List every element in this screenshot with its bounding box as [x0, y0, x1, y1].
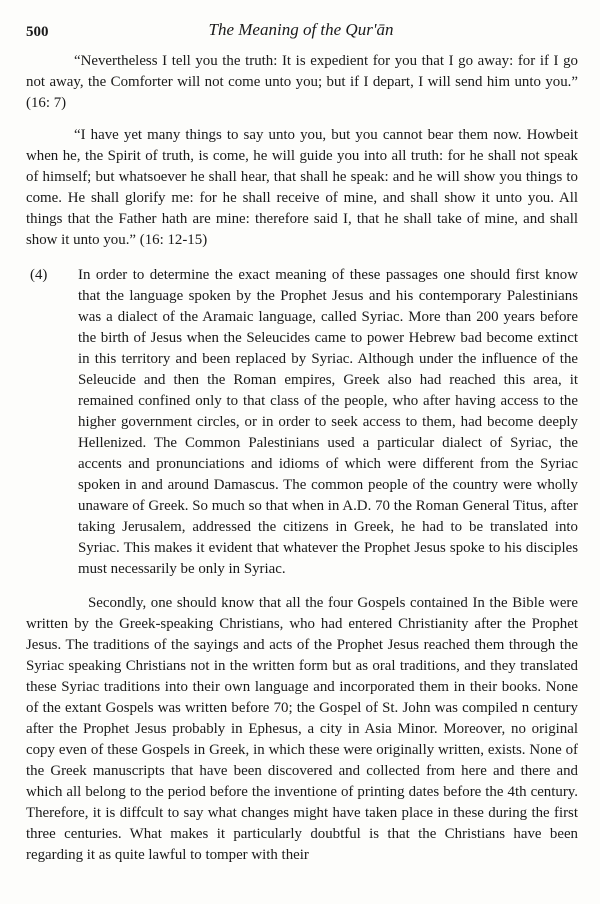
quote-paragraph-1: “Nevertheless I tell you the truth: It is expedient for you that I go away: for if I go not away, the Comforter will not come unto you; but if I depart, I will send him unto you.” (16: 7): [26, 53, 578, 111]
page-header: [26, 20, 576, 44]
note-number: (4): [30, 267, 48, 283]
numbered-note: [26, 265, 578, 580]
body-paragraph: Secondly, one should know that all the four Gospels contained In the Bible were written by the Greek-speaking Christians, who had entered Christianity after the Prophet Jesus. The traditions of the sayings and acts of the Prophet Jesus reached them through the Syriac speaking Christians not in the written form but as oral traditions, and they translated these Syriac traditions into their own language and incorporated them in their books. None of the extant Gospels was written before 70; the Gospel of St. John was compiled n century after the Prophet Jesus probably in Ephesus, a city in Asia Minor. Moreover, no original copy even of these Gospels in Greek, in which these were originally written, exists. None of the Greek manuscripts that have been discovered and collected from here and there and which all belong to the period before the inventione of printing dates before the 4th century. Therefore, it is diffcult to say what changes might have taken place in these during the first three centuries. What makes it particularly doubtful is that the Christians have been regarding it as quite lawful to tomper with their: [26, 595, 578, 863]
note-text: In order to determine the exact meaning of these passages one should first know that the language spoken by the Prophet Jesus and his contemporary Palestinians was a dialect of the Aramaic language, called Syriac. More than 200 years before the birth of Jesus when the Seleucides came to power Hebrew bad become extinct in this territory and been replaced by Syriac. Although under the influence of the Seleucide and then the Roman empires, Greek also had reached this area, it remained confined only to that class of the people, who after having access to the higher government circles, or in order to seek access to them, had become deeply Hellenized. The Common Palestinians used a particular dialect of Syriac, the accents and pronunciations and idioms of which were different from the Syriac spoken in and around Damascus. The common people of the country were wholly unaware of Greek. So much so that when in A.D. 70 the Roman General Titus, after taking Jerusalem, addressed the citizens in Greek, he had to be translated into Syriac. This makes it evident that whatever the Prophet Jesus spoke to his disciples must necessarily be only in Syriac.: [78, 267, 578, 577]
quote-paragraph-2: “I have yet many things to say unto you, but you cannot bear them now. Howbeit when he, the Spirit of truth, is come, he will guide you into all truth: for he shall not speak of himself; but whatsoever he shall hear, that shall he speak: and he will show you things to come. He shall glorify me: for he shall receive of mine, and shall show it unto you. All things that the Father hath are mine: therefore said I, that he shall take of mine, and shall show it unto you.” (16: 12-15): [26, 127, 578, 248]
page-content: [26, 51, 578, 866]
running-title: The Meaning of the Qur'ān: [208, 20, 394, 39]
page-number: 500: [26, 24, 49, 40]
